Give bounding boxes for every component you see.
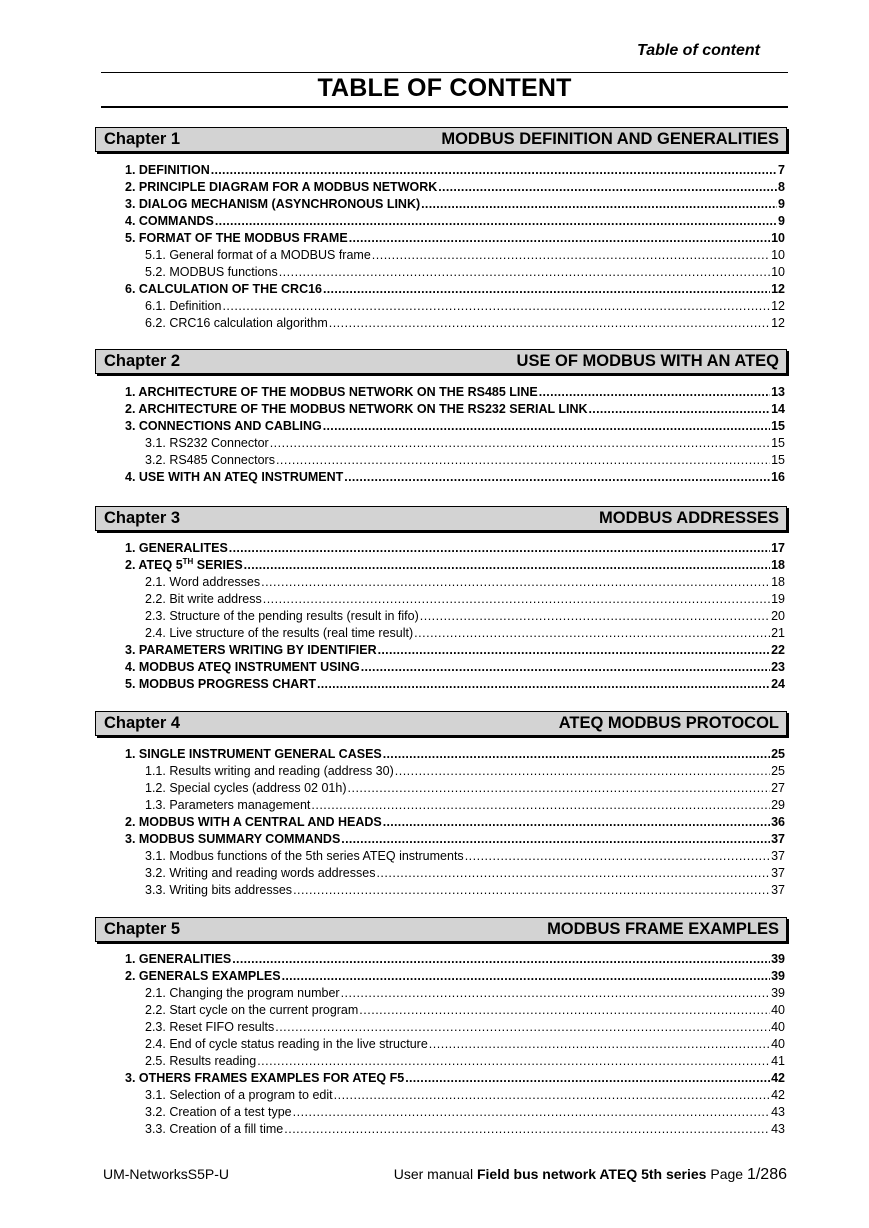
toc-leader-dots bbox=[589, 401, 771, 418]
toc-leader-dots bbox=[222, 298, 770, 315]
toc-entry-title: 3.1. RS232 Connector bbox=[145, 436, 269, 450]
toc-entry-title: 5. FORMAT OF THE MODBUS FRAME bbox=[125, 231, 348, 245]
toc-leader-dots bbox=[215, 213, 777, 230]
toc-leader-dots bbox=[261, 574, 770, 591]
chapter-title: ATEQ MODBUS PROTOCOL bbox=[558, 714, 779, 732]
toc-leader-dots bbox=[438, 179, 777, 196]
toc-leader-dots bbox=[211, 162, 777, 179]
toc-entry[interactable] bbox=[125, 315, 785, 332]
toc-leader-dots bbox=[323, 418, 770, 435]
toc-entry[interactable] bbox=[125, 196, 785, 213]
toc-entry-text bbox=[145, 452, 275, 469]
toc-entry-title: 3. CONNECTIONS AND CABLING bbox=[125, 419, 322, 433]
toc-entry[interactable] bbox=[125, 1121, 785, 1138]
toc-page-number: 12 bbox=[771, 299, 785, 313]
toc-leader-dots bbox=[383, 814, 770, 831]
toc-page-number: 9 bbox=[778, 197, 785, 211]
toc-entry-title: 2.4. End of cycle status reading in the live structure bbox=[145, 1037, 428, 1051]
toc-entry[interactable] bbox=[125, 162, 785, 179]
toc-entry-title: 3.3. Writing bits addresses bbox=[145, 883, 293, 897]
toc-leader-dots bbox=[244, 557, 770, 574]
toc-page-number: 25 bbox=[771, 747, 785, 761]
toc-page-number: 41 bbox=[771, 1054, 785, 1068]
toc-entry-text bbox=[145, 1087, 333, 1104]
title-rule-bottom bbox=[101, 106, 788, 108]
toc-entry-title: 2.2. Bit write address bbox=[145, 592, 262, 606]
toc-entry-text bbox=[145, 780, 347, 797]
toc-entry-text bbox=[145, 882, 292, 899]
toc-entry[interactable] bbox=[125, 831, 785, 848]
toc-entry-text bbox=[145, 264, 278, 281]
toc-entry-title: 1. GENERALITES bbox=[125, 541, 228, 555]
chapter-label: Chapter 2 bbox=[104, 352, 181, 370]
chapter-2-banner bbox=[95, 349, 787, 374]
toc-leader-dots bbox=[329, 315, 770, 332]
toc-entry-title: 6.1. Definition bbox=[145, 299, 222, 313]
toc-entry-text bbox=[125, 281, 322, 298]
page-footer bbox=[103, 1166, 787, 1184]
toc-entry[interactable] bbox=[125, 780, 785, 797]
toc-entry[interactable] bbox=[125, 642, 785, 659]
toc-entry-text bbox=[145, 848, 464, 865]
chapter-4-banner bbox=[95, 711, 787, 736]
toc-entry-suffix: SERIES bbox=[193, 558, 243, 572]
toc-leader-dots bbox=[257, 1053, 770, 1070]
toc-entry-text bbox=[145, 1053, 256, 1070]
toc-leader-dots bbox=[539, 384, 770, 401]
toc-page-number: 10 bbox=[771, 231, 785, 245]
toc-entry[interactable] bbox=[125, 469, 785, 486]
toc-page-number: 15 bbox=[771, 453, 785, 467]
toc-entry-text bbox=[125, 659, 360, 676]
toc-entry-title: 3.2. Creation of a test type bbox=[145, 1105, 292, 1119]
toc-entry-title: 2.1. Changing the program number bbox=[145, 986, 340, 1000]
toc-entry-text bbox=[125, 642, 377, 659]
toc-entry-superscript: TH bbox=[182, 557, 194, 566]
toc-page-number: 37 bbox=[771, 866, 785, 880]
toc-page-number: 43 bbox=[771, 1122, 785, 1136]
toc-entry-text bbox=[125, 540, 228, 557]
manual-prefix: User manual bbox=[393, 1166, 477, 1182]
toc-entry-title: 1.2. Special cycles (address 02 01h) bbox=[145, 781, 347, 795]
toc-page-number: 39 bbox=[771, 969, 785, 983]
toc-entry-title: 4. MODBUS ATEQ INSTRUMENT USING bbox=[125, 660, 360, 674]
running-head: Table of content bbox=[637, 42, 760, 59]
toc-leader-dots bbox=[293, 1104, 770, 1121]
toc-page-number: 18 bbox=[771, 558, 785, 572]
toc-entry-text bbox=[145, 1121, 283, 1138]
toc-page-number: 21 bbox=[771, 626, 785, 640]
toc-entry-text bbox=[145, 1019, 274, 1036]
toc-entry[interactable] bbox=[125, 384, 785, 401]
toc-leader-dots bbox=[349, 230, 770, 247]
toc-leader-dots bbox=[405, 1070, 770, 1087]
toc-leader-dots bbox=[344, 469, 770, 486]
toc-page-number: 19 bbox=[771, 592, 785, 606]
toc-entry[interactable] bbox=[125, 264, 785, 281]
toc-page-number: 15 bbox=[771, 436, 785, 450]
doc-code: UM-NetworksS5P-U bbox=[103, 1166, 230, 1182]
toc-page-number: 8 bbox=[778, 180, 785, 194]
toc-entry-text bbox=[125, 746, 382, 763]
toc-entry-text bbox=[145, 1002, 358, 1019]
toc-leader-dots bbox=[429, 1036, 770, 1053]
toc-entry-title: 6. CALCULATION OF THE CRC16 bbox=[125, 282, 322, 296]
toc-page-number: 36 bbox=[771, 815, 785, 829]
toc-entry[interactable] bbox=[125, 230, 785, 247]
toc-entry-title: 3.1. Selection of a program to edit bbox=[145, 1088, 333, 1102]
toc-entry[interactable] bbox=[125, 1019, 785, 1036]
toc-page-number: 39 bbox=[771, 986, 785, 1000]
toc-entry[interactable] bbox=[125, 968, 785, 985]
toc-entry-title: 3.3. Creation of a fill time bbox=[145, 1122, 284, 1136]
toc-entry-title: 6.2. CRC16 calculation algorithm bbox=[145, 316, 328, 330]
chapter-5-entries bbox=[125, 951, 785, 1138]
toc-entry[interactable] bbox=[125, 865, 785, 882]
toc-entry-text bbox=[145, 247, 371, 264]
toc-page-number: 12 bbox=[771, 282, 785, 296]
toc-page-number: 40 bbox=[771, 1003, 785, 1017]
toc-leader-dots bbox=[361, 659, 770, 676]
page-number: 1/286 bbox=[746, 1166, 787, 1183]
toc-entry-title: 1. GENERALITIES bbox=[125, 952, 232, 966]
toc-page-number: 43 bbox=[771, 1105, 785, 1119]
toc-leader-dots bbox=[270, 435, 770, 452]
toc-leader-dots bbox=[383, 746, 770, 763]
toc-leader-dots bbox=[414, 625, 770, 642]
toc-entry-title: 2.3. Reset FIFO results bbox=[145, 1020, 275, 1034]
toc-entry-title: 3. PARAMETERS WRITING BY IDENTIFIER bbox=[125, 643, 377, 657]
toc-entry-text bbox=[125, 196, 420, 213]
chapter-title: MODBUS DEFINITION AND GENERALITIES bbox=[441, 130, 779, 148]
toc-leader-dots bbox=[276, 452, 770, 469]
toc-page-number: 10 bbox=[771, 248, 785, 262]
toc-entry-text bbox=[125, 951, 231, 968]
toc-page-number: 29 bbox=[771, 798, 785, 812]
toc-entry-title: 1. DEFINITION bbox=[125, 163, 210, 177]
toc-leader-dots bbox=[232, 951, 770, 968]
toc-entry[interactable] bbox=[125, 659, 785, 676]
toc-entry-text bbox=[145, 574, 260, 591]
toc-entry-text bbox=[125, 557, 243, 574]
toc-leader-dots bbox=[465, 848, 770, 865]
chapter-3-banner bbox=[95, 506, 787, 531]
toc-leader-dots bbox=[378, 642, 770, 659]
toc-entry[interactable] bbox=[125, 557, 785, 574]
chapter-title: MODBUS ADDRESSES bbox=[599, 509, 779, 527]
toc-entry-title: 3. DIALOG MECHANISM (ASYNCHRONOUS LINK) bbox=[125, 197, 421, 211]
toc-entry-title: 5. MODBUS PROGRESS CHART bbox=[125, 677, 316, 691]
toc-entry[interactable] bbox=[125, 179, 785, 196]
toc-page-number: 14 bbox=[771, 402, 785, 416]
toc-entry-text bbox=[125, 162, 210, 179]
chapter-label: Chapter 1 bbox=[104, 130, 181, 148]
toc-entry-text bbox=[145, 435, 269, 452]
toc-entry-text bbox=[125, 831, 340, 848]
toc-page-number: 18 bbox=[771, 575, 785, 589]
toc-leader-dots bbox=[282, 968, 771, 985]
toc-entry[interactable] bbox=[125, 763, 785, 780]
toc-page-number: 37 bbox=[771, 832, 785, 846]
toc-entry-text bbox=[125, 1070, 404, 1087]
toc-page-number: 37 bbox=[771, 883, 785, 897]
toc-entry-title: 2. PRINCIPLE DIAGRAM FOR A MODBUS NETWORK bbox=[125, 180, 438, 194]
toc-entry-title: 1. ARCHITECTURE OF THE MODBUS NETWORK ON THE RS485 LINE bbox=[125, 385, 538, 399]
toc-entry-text bbox=[125, 968, 281, 985]
toc-entry-text bbox=[125, 179, 437, 196]
toc-page-number: 40 bbox=[771, 1020, 785, 1034]
toc-leader-dots bbox=[275, 1019, 770, 1036]
footer-manual bbox=[394, 1166, 787, 1184]
toc-entry-text bbox=[145, 865, 375, 882]
toc-page-number: 39 bbox=[771, 952, 785, 966]
toc-leader-dots bbox=[359, 1002, 770, 1019]
toc-page-number: 42 bbox=[771, 1071, 785, 1085]
toc-entry-title: 2.3. Structure of the pending results (result in fifo) bbox=[145, 609, 419, 623]
toc-leader-dots bbox=[263, 591, 770, 608]
toc-entry-text bbox=[125, 418, 322, 435]
toc-page-number: 15 bbox=[771, 419, 785, 433]
toc-entry[interactable] bbox=[125, 281, 785, 298]
toc-page-number: 22 bbox=[771, 643, 785, 657]
toc-leader-dots bbox=[341, 985, 771, 1002]
toc-entry[interactable] bbox=[125, 591, 785, 608]
toc-page-number: 20 bbox=[771, 609, 785, 623]
toc-entry[interactable] bbox=[125, 298, 785, 315]
toc-leader-dots bbox=[317, 676, 770, 693]
toc-leader-dots bbox=[229, 540, 770, 557]
toc-entry-title: 2.5. Results reading bbox=[145, 1054, 257, 1068]
toc-entry-text bbox=[145, 763, 394, 780]
toc-leader-dots bbox=[341, 831, 770, 848]
toc-entry[interactable] bbox=[125, 452, 785, 469]
toc-page-number: 16 bbox=[771, 470, 785, 484]
toc-entry-title: 2.2. Start cycle on the current program bbox=[145, 1003, 359, 1017]
toc-entry-title: 4. USE WITH AN ATEQ INSTRUMENT bbox=[125, 470, 344, 484]
toc-entry-title: 2.4. Live structure of the results (real time result) bbox=[145, 626, 414, 640]
toc-entry[interactable] bbox=[125, 401, 785, 418]
toc-entry[interactable] bbox=[125, 676, 785, 693]
chapter-4-entries bbox=[125, 746, 785, 899]
toc-entry-title: 1.3. Parameters management bbox=[145, 798, 311, 812]
toc-entry[interactable] bbox=[125, 746, 785, 763]
toc-entry[interactable] bbox=[125, 848, 785, 865]
toc-leader-dots bbox=[420, 608, 770, 625]
toc-entry-text bbox=[125, 213, 214, 230]
toc-leader-dots bbox=[323, 281, 770, 298]
toc-page-number: 23 bbox=[771, 660, 785, 674]
toc-entry[interactable] bbox=[125, 1087, 785, 1104]
toc-leader-dots bbox=[293, 882, 770, 899]
page-title: TABLE OF CONTENT bbox=[317, 74, 572, 102]
toc-entry-title: 3.1. Modbus functions of the 5th series ATEQ instruments bbox=[145, 849, 464, 863]
chapter-2-entries bbox=[125, 384, 785, 486]
toc-leader-dots bbox=[395, 763, 770, 780]
toc-entry-title: 1. SINGLE INSTRUMENT GENERAL CASES bbox=[125, 747, 382, 761]
toc-entry-text bbox=[125, 401, 588, 418]
toc-entry[interactable] bbox=[125, 797, 785, 814]
toc-entry[interactable] bbox=[125, 1104, 785, 1121]
toc-entry-title: 5.2. MODBUS functions bbox=[145, 265, 278, 279]
toc-entry-text bbox=[125, 230, 348, 247]
toc-entry-title: 3. MODBUS SUMMARY COMMANDS bbox=[125, 832, 341, 846]
toc-entry-title: 3. OTHERS FRAMES EXAMPLES FOR ATEQ F5 bbox=[125, 1071, 405, 1085]
toc-entry-text bbox=[145, 591, 262, 608]
toc-leader-dots bbox=[376, 865, 770, 882]
toc-page-number: 9 bbox=[778, 214, 785, 228]
toc-entry-title: 2. MODBUS WITH A CENTRAL AND HEADS bbox=[125, 815, 382, 829]
toc-entry-text bbox=[145, 298, 221, 315]
toc-page-number: 12 bbox=[771, 316, 785, 330]
manual-title: Field bus network ATEQ 5th series bbox=[476, 1166, 707, 1182]
toc-entry-text bbox=[145, 1104, 292, 1121]
toc-page-number: 37 bbox=[771, 849, 785, 863]
chapter-3-entries bbox=[125, 540, 785, 693]
toc-entry-text bbox=[145, 608, 419, 625]
toc-entry-text bbox=[125, 814, 382, 831]
toc-entry[interactable] bbox=[125, 418, 785, 435]
chapter-label: Chapter 4 bbox=[104, 714, 181, 732]
toc-entry-text bbox=[145, 1036, 428, 1053]
toc-entry-text bbox=[125, 676, 316, 693]
toc-entry[interactable] bbox=[125, 985, 785, 1002]
toc-entry[interactable] bbox=[125, 435, 785, 452]
title-rule-top bbox=[101, 72, 788, 73]
toc-page-number: 24 bbox=[771, 677, 785, 691]
chapter-label: Chapter 5 bbox=[104, 920, 181, 938]
toc-entry-text bbox=[145, 985, 340, 1002]
toc-entry-title: 2. ARCHITECTURE OF THE MODBUS NETWORK ON THE RS232 SERIAL LINK bbox=[125, 402, 588, 416]
toc-page-number: 7 bbox=[778, 163, 785, 177]
toc-entry[interactable] bbox=[125, 608, 785, 625]
toc-page-number: 17 bbox=[771, 541, 785, 555]
chapter-title: MODBUS FRAME EXAMPLES bbox=[547, 920, 779, 938]
toc-entry[interactable] bbox=[125, 814, 785, 831]
toc-entry[interactable] bbox=[125, 1036, 785, 1053]
toc-entry-text bbox=[145, 797, 310, 814]
toc-entry[interactable] bbox=[125, 625, 785, 642]
chapter-1-banner bbox=[95, 127, 787, 152]
toc-leader-dots bbox=[279, 264, 770, 281]
toc-page-number: 25 bbox=[771, 764, 785, 778]
toc-entry[interactable] bbox=[125, 1070, 785, 1087]
toc-entry[interactable] bbox=[125, 574, 785, 591]
toc-leader-dots bbox=[334, 1087, 770, 1104]
toc-entry-title: 2. ATEQ 5 bbox=[125, 558, 183, 572]
toc-leader-dots bbox=[421, 196, 777, 213]
toc-entry-title: 5.1. General format of a MODBUS frame bbox=[145, 248, 371, 262]
toc-entry[interactable] bbox=[125, 1053, 785, 1070]
toc-leader-dots bbox=[311, 797, 770, 814]
toc-entry[interactable] bbox=[125, 213, 785, 230]
toc-entry[interactable] bbox=[125, 247, 785, 264]
toc-entry-title: 4. COMMANDS bbox=[125, 214, 214, 228]
toc-entry-text bbox=[125, 384, 538, 401]
toc-leader-dots bbox=[284, 1121, 770, 1138]
toc-leader-dots bbox=[372, 247, 770, 264]
toc-page-number: 40 bbox=[771, 1037, 785, 1051]
toc-page-number: 42 bbox=[771, 1088, 785, 1102]
toc-entry-text bbox=[145, 315, 328, 332]
toc-entry-title: 3.2. RS485 Connectors bbox=[145, 453, 275, 467]
toc-entry-title: 1.1. Results writing and reading (address 30) bbox=[145, 764, 394, 778]
chapter-1-entries bbox=[125, 162, 785, 332]
page-word: Page bbox=[706, 1166, 747, 1182]
toc-entry[interactable] bbox=[125, 951, 785, 968]
toc-entry-text bbox=[125, 469, 343, 486]
toc-leader-dots bbox=[348, 780, 771, 797]
toc-entry[interactable] bbox=[125, 1002, 785, 1019]
toc-entry-title: 2. GENERALS EXAMPLES bbox=[125, 969, 281, 983]
toc-entry[interactable] bbox=[125, 882, 785, 899]
toc-entry-title: 2.1. Word addresses bbox=[145, 575, 261, 589]
toc-page-number: 13 bbox=[771, 385, 785, 399]
chapter-label: Chapter 3 bbox=[104, 509, 181, 527]
toc-page-number: 10 bbox=[771, 265, 785, 279]
toc-entry-title: 3.2. Writing and reading words addresses bbox=[145, 866, 376, 880]
toc-page-number: 27 bbox=[771, 781, 785, 795]
chapter-5-banner bbox=[95, 917, 787, 942]
toc-entry-text bbox=[145, 625, 413, 642]
chapter-title: USE OF MODBUS WITH AN ATEQ bbox=[516, 352, 779, 370]
toc-entry[interactable] bbox=[125, 540, 785, 557]
